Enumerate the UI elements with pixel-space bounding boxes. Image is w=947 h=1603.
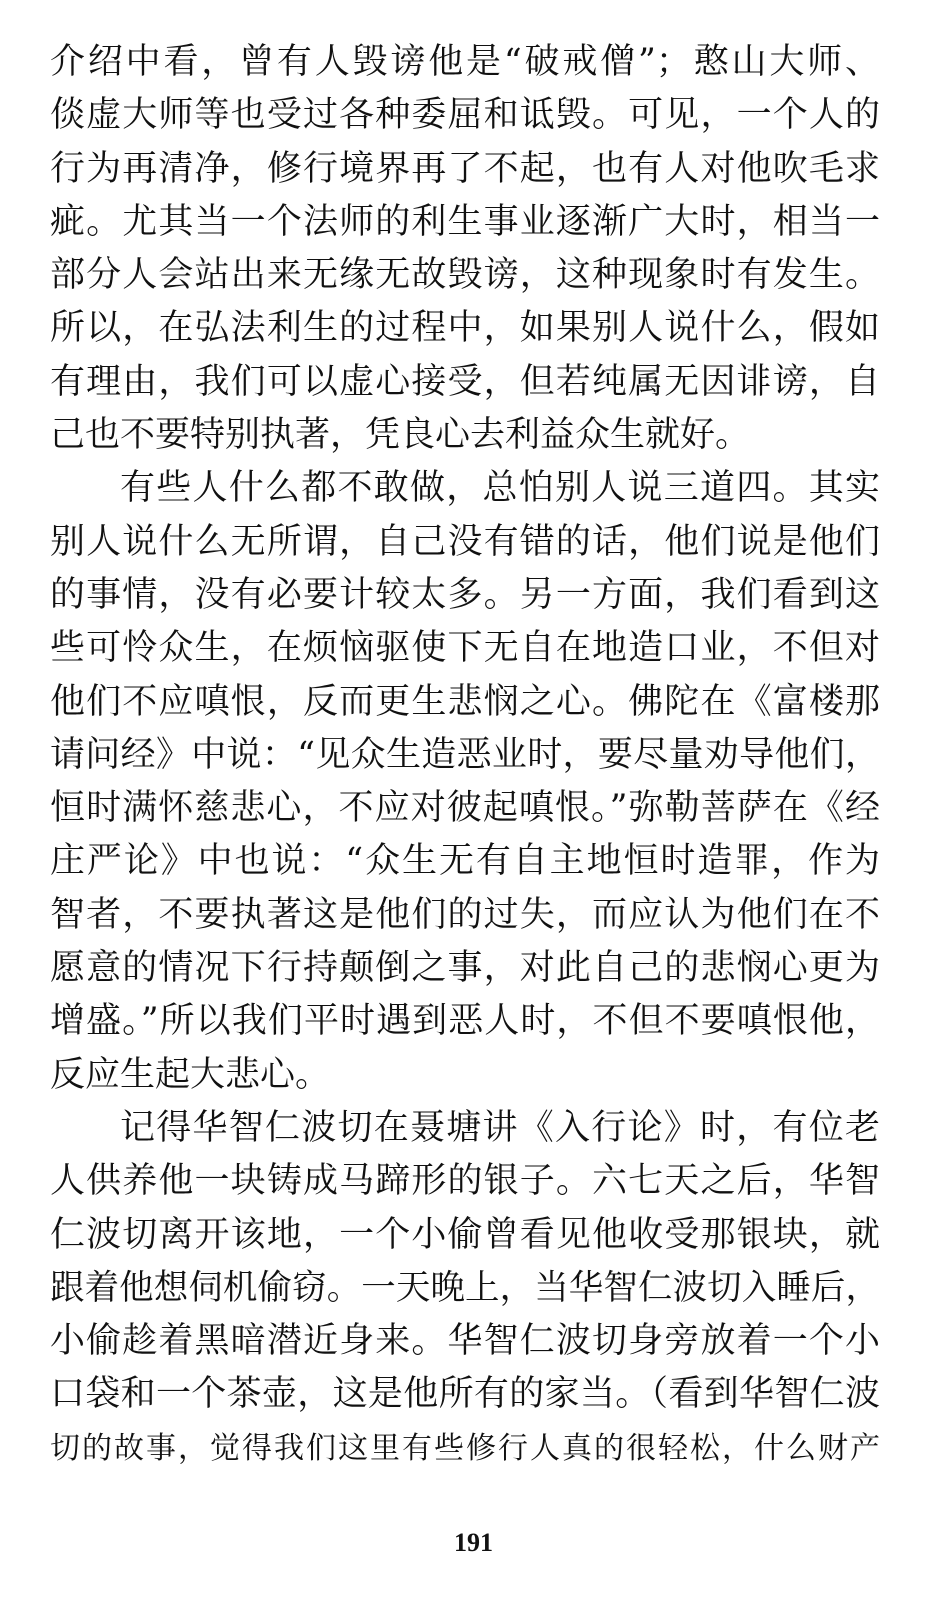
text-line: 庄严论》中也说：“众生无有自主地恒时造罪，作为 (50, 841, 880, 882)
text-line: 部分人会站出来无缘无故毁谤，这种现象时有发生。 (50, 255, 880, 296)
text-line: 己也不要特别执著，凭良心去利益众生就好。 (50, 415, 751, 456)
text-line: 疵。尤其当一个法师的利生事业逐渐广大时，相当一 (50, 201, 880, 242)
text-line: 小偷趁着黑暗潜近身来。华智仁波切身旁放着一个小 (50, 1321, 880, 1362)
text-line: 愿意的情况下行持颠倒之事，对此自己的悲悯心更为 (50, 948, 880, 989)
text-line-footnote: 切的故事，觉得我们这里有些修行人真的很轻松，什么财产 (50, 1430, 880, 1466)
text-line: 智者，不要执著这是他们的过失，而应认为他们在不 (50, 894, 880, 935)
text-line: 跟着他想伺机偷窃。一天晚上，当华智仁波切入睡后， (50, 1267, 880, 1308)
page-number: 191 (454, 1528, 493, 1557)
text-line: 口袋和一个茶壶，这是他所有的家当。（看到华智仁波 (50, 1374, 880, 1415)
text-line: 仁波切离开该地，一个小偷曾看见他收受那银块，就 (50, 1214, 880, 1255)
text-line: 有理由，我们可以虚心接受，但若纯属无因诽谤，自 (50, 361, 880, 402)
text-line: 行为再清净，修行境界再了不起，也有人对他吹毛求 (50, 148, 880, 189)
text-line: 倓虚大师等也受过各种委屈和诋毁。可见，一个人的 (50, 95, 880, 136)
text-line: 介绍中看，曾有人毁谤他是“破戒僧”；憨山大师、 (50, 42, 880, 82)
text-line: 恒时满怀慈悲心，不应对彼起嗔恨。”弥勒菩萨在《经 (50, 788, 880, 829)
text-line: 的事情，没有必要计较太多。另一方面，我们看到这 (50, 574, 880, 615)
text-line: 反应生起大悲心。 (50, 1054, 331, 1095)
text-line: 别人说什么无所谓，自己没有错的话，他们说是他们 (50, 521, 880, 562)
text-line: 有些人什么都不敢做，总怕别人说三道四。其实 (120, 468, 880, 509)
text-line: 增盛。”所以我们平时遇到恶人时，不但不要嗔恨他， (50, 1001, 880, 1042)
body-text (50, 36, 880, 1475)
text-line: 些可怜众生，在烦恼驱使下无自在地造口业，不但对 (50, 628, 880, 669)
text-line: 请问经》中说：“见众生造恶业时，要尽量劝导他们， (50, 734, 880, 775)
text-line: 他们不应嗔恨，反而更生悲悯之心。佛陀在《富楼那 (50, 681, 880, 722)
text-line: 记得华智仁波切在聂塘讲《入行论》时，有位老 (120, 1107, 880, 1148)
text-line: 人供养他一块铸成马蹄形的银子。六七天之后，华智 (50, 1161, 880, 1202)
text-line: 所以，在弘法利生的过程中，如果别人说什么，假如 (50, 308, 880, 349)
